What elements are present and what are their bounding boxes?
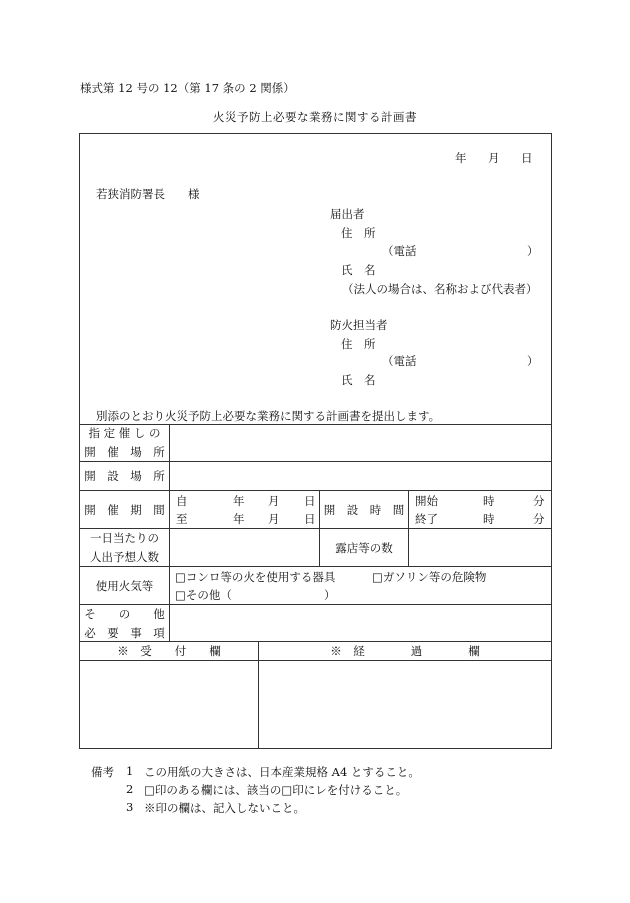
period-label: 開 催 期 間 [84,502,165,517]
period-to: 至 [176,512,188,526]
addressee: 若狭消防署長 様 [96,187,200,201]
remark-number: 2 [126,782,134,796]
remark-text: この用紙の大きさは、日本産業規格 A4 とすること。 [144,765,420,779]
attendance-field[interactable] [170,529,318,565]
remark-text: ※印の欄は、記入しないこと。 [144,801,305,815]
other-items-label [80,605,169,641]
fire-manager-label: 防火担当者 [330,318,388,332]
opt-gasoline-checkbox[interactable]: □ガソリン等の危険物 [372,570,487,584]
date-day: 日 [521,151,533,165]
open-start: 開始 [415,494,438,508]
stalls-label: 露店等の数 [335,540,393,555]
opt-other-close: ） [324,588,336,602]
fire-manager-phone-close: ） [527,354,539,368]
period-from-day: 日 [304,494,316,508]
venue-field[interactable] [170,462,551,489]
period-from-year: 年 [233,494,245,508]
date-year: 年 [455,151,467,165]
designated-event-location-field[interactable] [170,425,551,460]
period-to-month: 月 [268,512,280,526]
fire-equipment-label: 使用火気等 [95,578,154,593]
period-from: 自 [176,494,188,508]
notifier-address-label: 住 所 [341,226,376,240]
open-end-minute: 分 [533,512,545,526]
attendance-label-line2: 人出予想人数 [90,550,159,564]
remark-text: □印のある欄には、該当の□印にレを付けること。 [144,783,408,797]
notifier-phone-open: （電話 [382,244,417,258]
progress-area [259,661,551,748]
open-end: 終了 [415,512,438,526]
opt-other-checkbox[interactable]: □その他（ [175,588,232,602]
submission-statement: 別添のとおり火災予防上必要な業務に関する計画書を提出します。 [96,409,441,423]
fire-manager-phone-open: （電話 [382,354,417,368]
other-items-field[interactable] [170,605,551,640]
date-month: 月 [488,151,500,165]
fire-manager-name-label: 氏 名 [341,373,376,387]
notifier-label: 届出者 [330,207,365,221]
form-number: 様式第 12 号の 12（第 17 条の 2 関係） [80,81,295,95]
period-to-day: 日 [304,512,316,526]
notifier-name-label: 氏 名 [341,263,376,277]
progress-header: ※ 経 過 欄 [330,644,480,658]
attendance-label-line1: 一日当たりの [90,531,159,545]
fire-manager-address-label: 住 所 [341,337,376,351]
venue-label: 開 設 場 所 [84,469,165,483]
remark-number: 1 [126,764,134,778]
designated-event-location-label [80,424,169,461]
open-start-minute: 分 [533,494,545,508]
designated-event-location-label-line1: 指 定 催 し の [88,426,161,440]
period-from-month: 月 [268,494,280,508]
notifier-note: （法人の場合は、名称および代表者） [342,282,538,296]
opt-stove-checkbox[interactable]: □コンロ等の火を使用する器具 [175,570,336,584]
period-to-year: 年 [233,512,245,526]
remarks-label: 備考 [91,765,114,779]
open-hours-label: 開 設 時 間 [323,502,405,517]
other-items-label-line1: そ の 他 [84,607,165,621]
stalls-field[interactable] [409,529,551,565]
designated-event-location-label-line2: 開 催 場 所 [84,445,165,459]
other-items-label-line2: 必 要 事 項 [84,626,165,640]
remark-number: 3 [126,800,134,814]
reception-area [80,661,257,748]
notifier-phone-close: ） [527,244,539,258]
attendance-label [80,529,169,566]
open-end-hour: 時 [483,512,495,526]
open-start-hour: 時 [483,494,495,508]
form-title: 火災予防上必要な業務に関する計画書 [213,110,417,124]
reception-header: ※ 受 付 欄 [117,644,221,658]
